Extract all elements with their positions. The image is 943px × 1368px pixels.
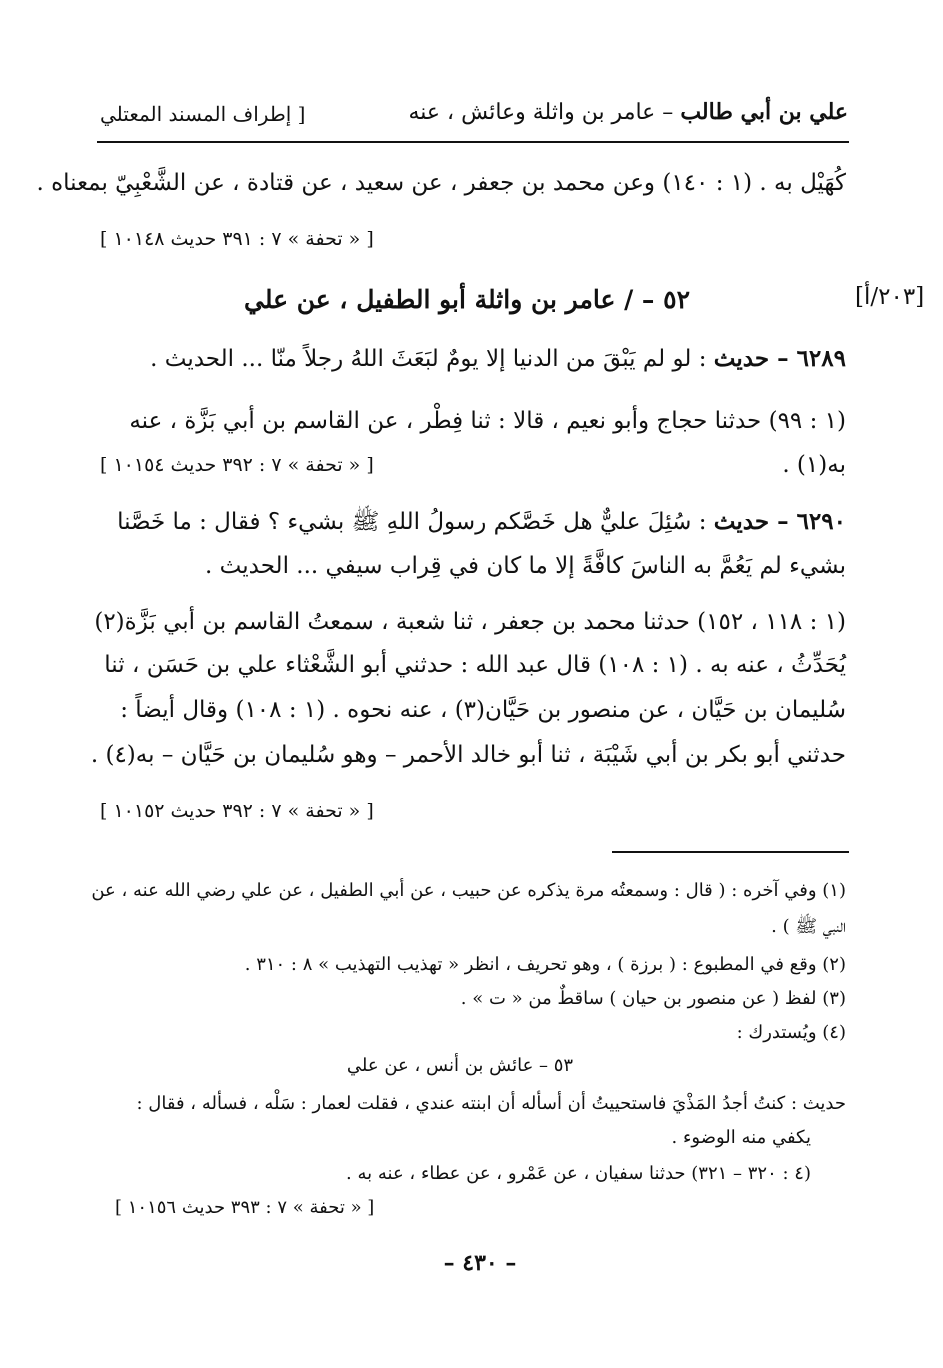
footnote-4-source: (٤ : ٣٢٠ – ٣٢١) حدثنا سفيان ، عن عَمْرو ، عن عطاء ، عنه به . [346,1163,811,1184]
header-bold-title: علي بن أبي طالب [680,99,848,125]
text-line: سُليمان بن حَيَّان ، عن منصور بن حَيَّان(٣) ، عنه نحوه . (١ : ١٠٨) وقال أيضاً : [120,697,846,723]
footnote-rule [612,851,849,853]
footnote-4-section-title: ٥٣ – عائش بن أنس ، عن علي [346,1055,574,1076]
footnote-4-text: يكفي منه الوضوء . [671,1127,811,1148]
footnote-3: (٣) لفظ ( عن منصور بن حيان ) ساقطٌ من « ت » . [460,988,846,1009]
header-subtitle: – عامر بن واثلة وعائش ، عنه [408,100,681,125]
footnote-2: (٢) وقع في المطبوع : ( برزة ) ، وهو تحريف ، انظر « تهذيب التهذيب » ٨ : ٣١٠ . [244,954,846,975]
footnote-4-text: حديث : كنتُ أجدُ المَذْيَ فاستحييتُ أن أسأله أن ابنته عندي ، فقلت لعمار : سَلْه ، فسأله ، فقال : [136,1093,846,1114]
header-rule [97,141,849,143]
text-line: حدثني أبو بكر بن أبي شَيْبَة ، ثنا أبو خالد الأحمر – وهو سُليمان بن حَيَّان – به(٤) . [90,742,846,768]
running-header-title [409,99,849,125]
footnote-1-cont: النبي ﷺ ) . [771,916,846,937]
text-line: به(١) . [782,452,846,478]
tuhfa-ref: [ « تحفة » ٧ : ٣٩١ حديث ١٠١٤٨ ] [100,228,374,250]
hadith-text: : لو لم يَبْقَ من الدنيا إلا يومٌ لبَعَثَ اللهُ رجلاً منّا ... الحديث . [150,346,707,372]
hadith-6290-line [117,507,846,541]
tuhfa-ref: [ « تحفة » ٧ : ٣٩٢ حديث ١٠١٥٤ ] [100,454,374,476]
hadith-number: ٦٢٩٠ – حديث [713,508,846,535]
tuhfa-ref: [ « تحفة » ٧ : ٣٩٢ حديث ١٠١٥٢ ] [100,800,374,822]
text-line: (١ : ١١٨ ، ١٥٢) حدثنا محمد بن جعفر ، ثنا شعبة ، سمعتُ القاسم بن أبي بَزَّة(٢) [94,609,846,635]
text-line: بشيء لم يَعُمَّ به الناسَ كافَّةً إلا ما كان في قِراب سيفي ... الحديث . [205,553,846,579]
section-title: ٥٢ – / عامر بن واثلة أبو الطفيل ، عن علي [244,285,690,314]
footnote-1: (١) وفي آخره : ( قال : وسمعتُه مرة يذكره عن حبيب ، عن أبي الطفيل ، عن علي رضي الله عنه ، عن [91,880,846,901]
text-line: يُحَدِّثُ ، عنه به . (١ : ١٠٨) قال عبد الله : حدثني أبو الشَّعْثاء علي بن حَسَن ، ثنا [104,652,846,678]
running-header-book: [ إطراف المسند المعتلي [100,102,306,126]
footnote-4-tuhfa: [ « تحفة » ٧ : ٣٩٣ حديث ١٠١٥٦ ] [115,1197,375,1218]
text-line: (١ : ٩٩) حدثنا حجاج وأبو نعيم ، قالا : ثنا فِطْر ، عن القاسم بن أبي بَزَّة ، عنه [129,408,846,434]
text-line: كُهَيْل به . (١ : ١٤٠) وعن محمد بن جعفر ، عن سعيد ، عن قتادة ، عن الشَّعْبِيّ بمعناه . [36,170,846,196]
hadith-6289-line [150,345,846,372]
page-number: – ٤٣٠ – [443,1250,517,1276]
footnote-4: (٤) ويُستدرك : [736,1022,846,1043]
hadith-text: : سُئِلَ عليٌّ هل خَصَّكم رسولُ اللهِ ﷺ بشيء ؟ فقال : ما خَصَّنا [117,509,707,535]
margin-page-ref: [٢٠٣/أ] [855,284,925,310]
hadith-number: ٦٢٨٩ – حديث [713,345,846,372]
